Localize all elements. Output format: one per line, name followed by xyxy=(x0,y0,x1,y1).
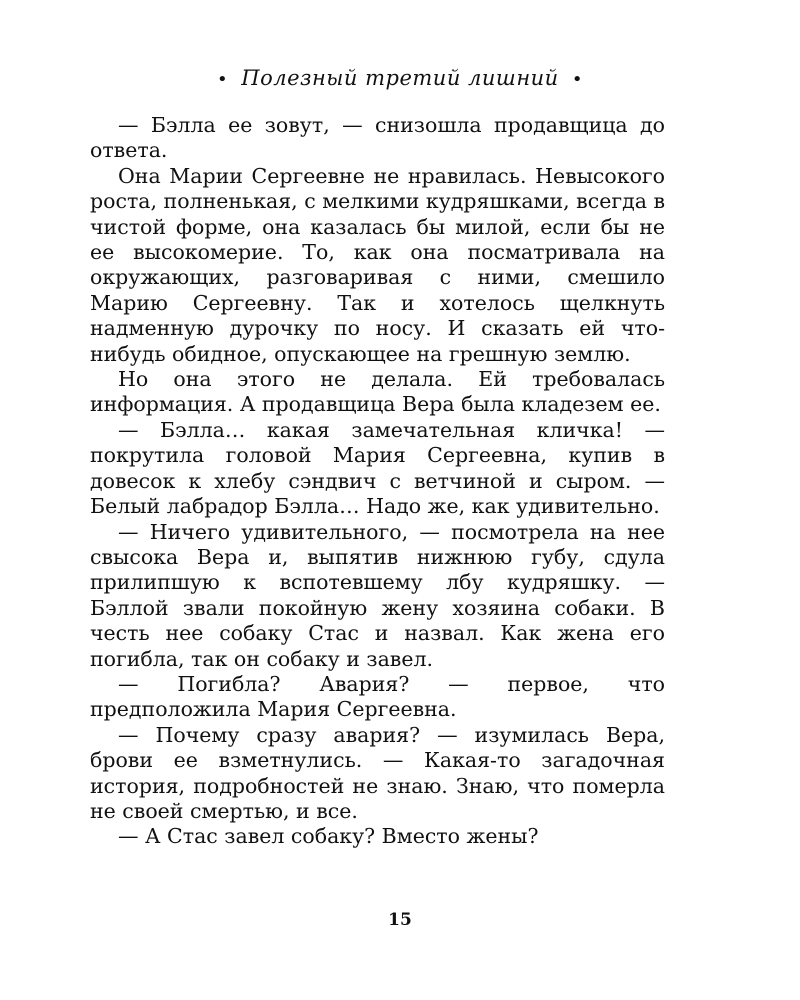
running-head-bullet-left: • xyxy=(216,69,229,90)
body-text xyxy=(90,113,665,850)
paragraph: — Бэлла… какая замечательная кличка! — покрутила головой Мария Сергеевна, купив в довесок к хлебу сэндвич с ветчиной и сыром. — Белый лабрадор Бэлла… Надо же, как удивительно. xyxy=(90,417,665,519)
paragraph: — Бэлла ее зовут, — снизошла продавщица до ответа. xyxy=(90,113,665,163)
paragraph: — А Стас завел собаку? Вместо жены? xyxy=(118,824,539,849)
running-head-bullet-right: • xyxy=(571,69,584,90)
paragraph: — Ничего удивительного, — посмотрела на нее свысока Вера и, выпятив нижнюю губу, сдула прилипшую к вспотевшему лбу кудряшку. — Бэллой звали покойную жену хозяина собаки. В честь нее собаку Стас и назвал. Как жена его погибла, так он собаку и завел. xyxy=(90,519,665,671)
page-number: 15 xyxy=(388,910,412,930)
paragraph: Она Марии Сергеевне не нравилась. Невысокого роста, полненькая, с мелкими кудряшками, всегда в чистой форме, она казалась бы милой, если бы не ее высокомерие. То, как она посматривала на окружающих, разговаривая с ними, смешило Марию Сергеевну. Так и хотелось щелкнуть надменную дурочку по носу. И сказать ей что-нибудь обидное, опускающее на грешную землю. xyxy=(90,163,665,366)
paragraph: — Почему сразу авария? — изумилась Вера, брови ее взметнулись. — Какая-то загадочная история, подробностей не знаю. Знаю, что померла не своей смертью, и все. xyxy=(90,722,665,823)
paragraph: — Погибла? Авария? — первое, что предположила Мария Сергеевна. xyxy=(90,671,665,722)
running-head xyxy=(0,66,800,90)
running-head-title: Полезный третий лишний xyxy=(241,66,559,90)
paragraph: Но она этого не делала. Ей требовалась информация. А продавщица Вера была кладезем ее. xyxy=(90,367,665,417)
